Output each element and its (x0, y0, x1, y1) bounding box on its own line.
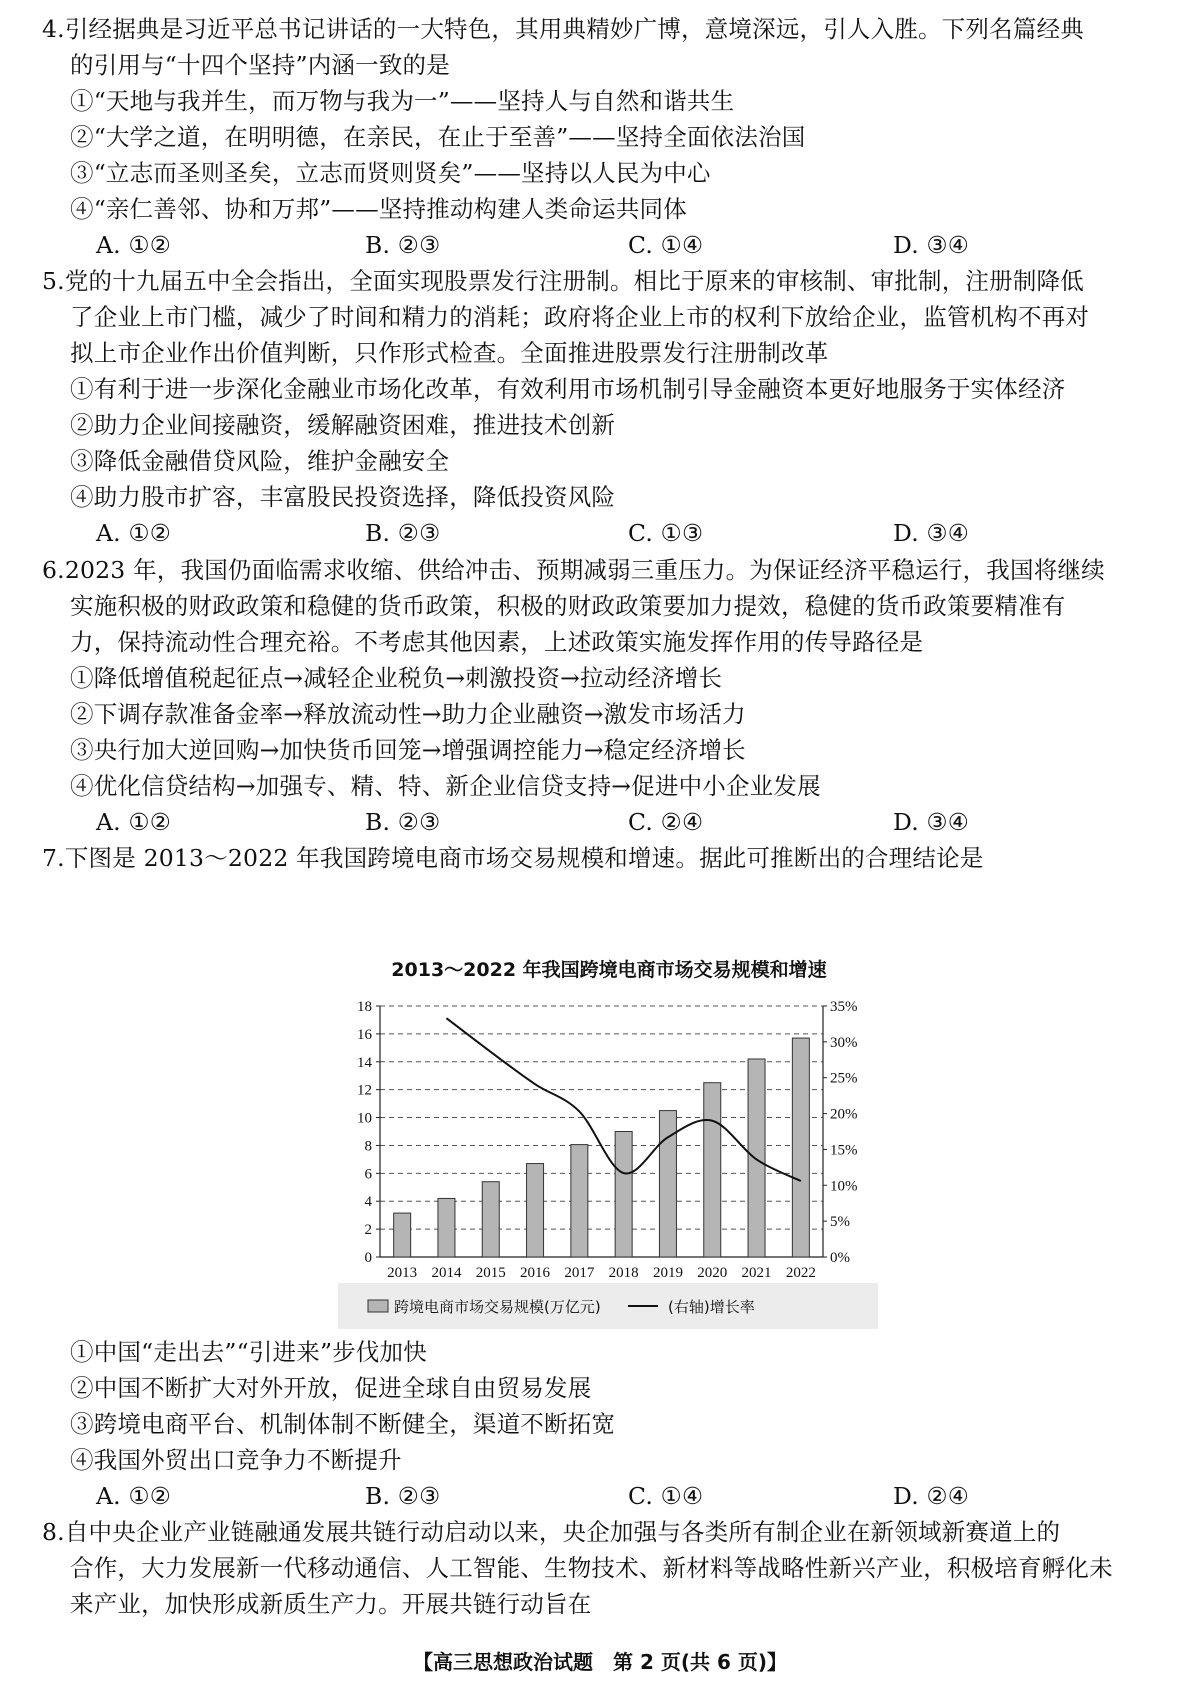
q6-item-2: ②下调存款准备金率→释放流动性→助力企业融资→激发市场活力 (70, 700, 746, 728)
bar (704, 1083, 721, 1257)
y2-tick-label: 30% (830, 1034, 858, 1051)
chart-title: 2013～2022 年我国跨境电商市场交易规模和增速 (391, 959, 827, 981)
q5-option-d[interactable]: D. ③④ (893, 519, 970, 547)
q4-item-3: ③“立志而圣则圣矣，立志而贤则贤矣”——坚持以人民为中心 (70, 159, 711, 187)
q8-stem-line-2: 合作，大力发展新一代移动通信、人工智能、生物技术、新材料等战略性新兴产业，积极培育孵化未 (70, 1554, 1113, 1582)
q5-option-c[interactable]: C. ①③ (628, 519, 704, 547)
q6-item-1: ①降低增值税起征点→减轻企业税负→刺激投资→拉动经济增长 (70, 664, 723, 692)
q5-option-a[interactable]: A. ①② (96, 519, 172, 547)
x-tick-label: 2021 (741, 1265, 772, 1281)
y-tick-label: 0 (364, 1250, 372, 1266)
y2-tick-label: 20% (830, 1106, 858, 1123)
q7-item-3: ③跨境电商平台、机制体制不断健全，渠道不断拓宽 (70, 1410, 616, 1438)
page-footer: 【高三思想政治试题 第 2 页(共 6 页)】 (413, 1650, 787, 1674)
q7-option-b[interactable]: B. ②③ (365, 1482, 441, 1510)
q4-item-4: ④“亲仁善邻、协和万邦”——坚持推动构建人类命运共同体 (70, 195, 687, 223)
q4-option-b[interactable]: B. ②③ (365, 231, 441, 259)
q8-stem-line-3: 来产业，加快形成新质生产力。开展共链行动旨在 (70, 1590, 592, 1618)
y-tick-label: 6 (364, 1166, 372, 1183)
legend-line-label: (右轴)增长率 (668, 1298, 755, 1316)
q7-item-1: ①中国“走出去”“引进来”步伐加快 (70, 1338, 427, 1366)
bar (792, 1038, 809, 1257)
q6-stem-line-1: 6.2023 年，我国仍面临需求收缩、供给冲击、预期减弱三重压力。为保证经济平稳运行，我国将继续 (42, 556, 1105, 584)
q6-option-d[interactable]: D. ③④ (893, 808, 970, 836)
q6-stem-line-2: 实施积极的财政政策和稳健的货币政策，积极的财政政策要加力提效，稳健的货币政策要精准有 (70, 592, 1066, 620)
y-tick-label: 2 (364, 1222, 372, 1239)
x-tick-label: 2013 (387, 1265, 418, 1281)
q7-option-a[interactable]: A. ①② (96, 1482, 172, 1510)
x-tick-label: 2017 (564, 1265, 595, 1281)
y2-tick-label: 15% (830, 1142, 858, 1159)
q5-item-4: ④助力股市扩容，丰富股民投资选择，降低投资风险 (70, 483, 616, 511)
q5-option-b[interactable]: B. ②③ (365, 519, 441, 547)
y-tick-label: 10 (357, 1110, 372, 1127)
q5-stem-line-1: 5.党的十九届五中全会指出，全面实现股票发行注册制。相比于原来的审核制、审批制，注册制降低 (42, 267, 1084, 295)
x-tick-label: 2016 (520, 1265, 551, 1281)
q4-item-2: ②“大学之道，在明明德，在亲民，在止于至善”——坚持全面依法治国 (70, 123, 806, 151)
legend-bar-swatch (368, 1300, 388, 1312)
bar (571, 1145, 588, 1257)
q5-stem-line-3: 拟上市企业作出价值判断，只作形式检查。全面推进股票发行注册制改革 (70, 339, 829, 367)
y2-tick-label: 5% (830, 1214, 850, 1231)
q7-item-4: ④我国外贸出口竞争力不断提升 (70, 1446, 402, 1474)
q6-option-a[interactable]: A. ①② (96, 808, 172, 836)
y2-tick-label: 10% (830, 1178, 858, 1195)
bar (482, 1182, 499, 1257)
q8-stem-line-1: 8.自中央企业产业链融通发展共链行动启动以来，央企加强与各类所有制企业在新领域新赛道上的 (42, 1518, 1061, 1546)
q4-stem-line-2: 的引用与“十四个坚持”内涵一致的是 (70, 51, 450, 79)
x-tick-label: 2015 (475, 1265, 506, 1281)
q6-stem-line-3: 力，保持流动性合理充裕。不考虑其他因素，上述政策实施发挥作用的传导路径是 (70, 628, 924, 656)
y2-tick-label: 0% (830, 1250, 850, 1266)
chart (338, 985, 878, 1330)
q4-item-1: ①“天地与我并生，而万物与我为一”——坚持人与自然和谐共生 (70, 87, 735, 115)
q5-item-3: ③降低金融借贷风险，维护金融安全 (70, 447, 450, 475)
q4-option-d[interactable]: D. ③④ (893, 231, 970, 259)
bar (748, 1059, 765, 1257)
q5-item-1: ①有利于进一步深化金融业市场化改革，有效利用市场机制引导金融资本更好地服务于实体经济 (70, 375, 1066, 403)
bar (394, 1213, 411, 1257)
y-tick-label: 4 (364, 1194, 372, 1211)
q7-option-c[interactable]: C. ①④ (628, 1482, 704, 1510)
q6-option-c[interactable]: C. ②④ (628, 808, 704, 836)
x-tick-label: 2018 (608, 1265, 639, 1281)
q7-stem-line-1: 7.下图是 2013～2022 年我国跨境电商市场交易规模和增速。据此可推断出的合理结论是 (42, 844, 984, 872)
q6-option-b[interactable]: B. ②③ (365, 808, 441, 836)
x-tick-label: 2022 (785, 1265, 816, 1281)
x-tick-label: 2019 (652, 1265, 683, 1281)
q6-item-4: ④优化信贷结构→加强专、精、特、新企业信贷支持→促进中小企业发展 (70, 772, 821, 800)
q4-stem-line-1: 4.引经据典是习近平总书记讲话的一大特色，其用典精妙广博，意境深远，引人入胜。下列名篇经典 (42, 15, 1084, 43)
q7-option-d[interactable]: D. ②④ (893, 1482, 970, 1510)
x-tick-label: 2014 (431, 1265, 462, 1281)
bar (615, 1132, 632, 1258)
q6-item-3: ③央行加大逆回购→加快货币回笼→增强调控能力→稳定经济增长 (70, 736, 746, 764)
bar (438, 1198, 455, 1257)
q5-item-2: ②助力企业间接融资，缓解融资困难，推进技术创新 (70, 411, 616, 439)
y-tick-label: 14 (357, 1054, 372, 1071)
y-tick-label: 8 (364, 1138, 372, 1155)
q5-stem-line-2: 了企业上市门槛，减少了时间和精力的消耗；政府将企业上市的权利下放给企业，监管机构不再对 (70, 303, 1090, 331)
x-tick-label: 2020 (697, 1265, 728, 1281)
q4-option-a[interactable]: A. ①② (96, 231, 172, 259)
q7-item-2: ②中国不断扩大对外开放，促进全球自由贸易发展 (70, 1374, 592, 1402)
y-tick-label: 12 (357, 1082, 372, 1099)
legend-bar-label: 跨境电商市场交易规模(万亿元) (394, 1298, 601, 1316)
y-tick-label: 18 (357, 999, 372, 1015)
y2-tick-label: 35% (830, 999, 858, 1015)
y2-tick-label: 25% (830, 1070, 858, 1087)
chart-svg (338, 985, 878, 1330)
y-tick-label: 16 (357, 1026, 372, 1043)
bar (527, 1164, 544, 1257)
q4-option-c[interactable]: C. ①④ (628, 231, 704, 259)
